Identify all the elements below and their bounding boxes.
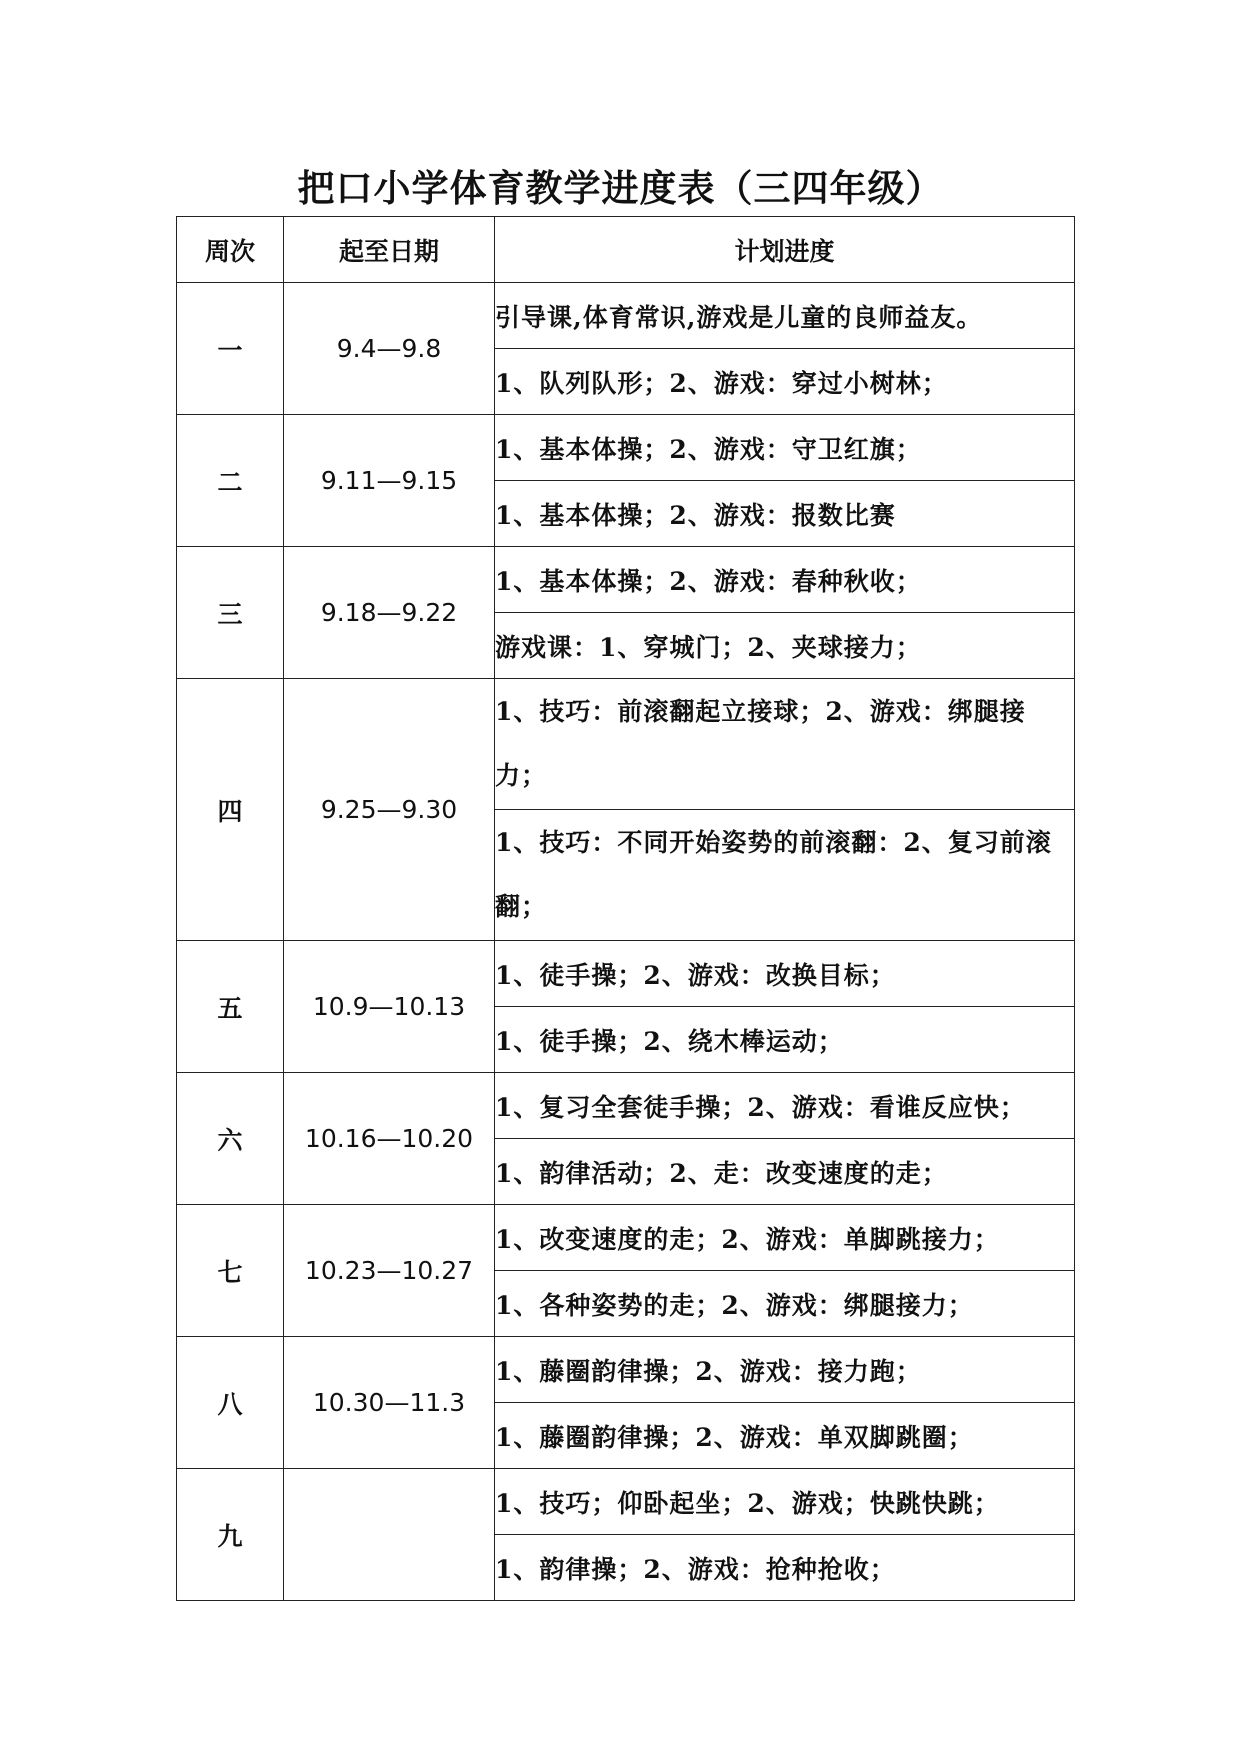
table-row [177,1337,1075,1403]
plan-item: 1、藤圈韵律操；2、游戏：单双脚跳圈； [495,1403,1075,1469]
table-row [177,1469,1075,1535]
plan-item: 引导课,体育常识,游戏是儿童的良师益友。 [495,283,1075,349]
week-number: 三 [177,547,284,679]
header-dates: 起至日期 [284,217,495,283]
week-number: 六 [177,1073,284,1205]
plan-item: 1、基本体操；2、游戏：守卫红旗； [495,415,1075,481]
plan-item: 1、技巧；仰卧起坐；2、游戏；快跳快跳； [495,1469,1075,1535]
plan-item: 1、复习全套徒手操；2、游戏：看谁反应快； [495,1073,1075,1139]
header-week: 周次 [177,217,284,283]
plan-item: 1、藤圈韵律操；2、游戏：接力跑； [495,1337,1075,1403]
plan-item: 1、基本体操；2、游戏：春种秋收； [495,547,1075,613]
week-number: 二 [177,415,284,547]
date-range: 9.4—9.8 [284,283,495,415]
header-plan: 计划进度 [495,217,1075,283]
header-row [177,217,1075,283]
plan-item: 1、韵律操；2、游戏：抢种抢收； [495,1535,1075,1601]
plan-item: 1、基本体操；2、游戏：报数比赛 [495,481,1075,547]
plan-item: 1、徒手操；2、绕木棒运动； [495,1007,1075,1073]
table-row [177,283,1075,349]
week-number: 八 [177,1337,284,1469]
plan-item: 1、技巧：不同开始姿势的前滚翻：2、复习前滚翻； [495,810,1075,941]
week-number: 四 [177,679,284,941]
plan-item: 1、徒手操；2、游戏：改换目标； [495,941,1075,1007]
table-row [177,1073,1075,1139]
plan-item: 1、韵律活动；2、走：改变速度的走； [495,1139,1075,1205]
date-range: 10.23—10.27 [284,1205,495,1337]
table-row [177,941,1075,1007]
plan-item: 1、改变速度的走；2、游戏：单脚跳接力； [495,1205,1075,1271]
plan-item: 1、队列队形；2、游戏：穿过小树林； [495,349,1075,415]
date-range: 10.16—10.20 [284,1073,495,1205]
date-range: 9.25—9.30 [284,679,495,941]
date-range: 10.30—11.3 [284,1337,495,1469]
schedule-table [176,216,1075,1601]
table-row [177,547,1075,613]
table-row [177,679,1075,810]
table-row [177,415,1075,481]
plan-item: 1、各种姿势的走；2、游戏：绑腿接力； [495,1271,1075,1337]
week-number: 九 [177,1469,284,1601]
week-number: 五 [177,941,284,1073]
week-number: 一 [177,283,284,415]
date-range: 10.9—10.13 [284,941,495,1073]
date-range: 9.18—9.22 [284,547,495,679]
date-range: 9.11—9.15 [284,415,495,547]
date-range [284,1469,495,1601]
plan-item: 1、技巧：前滚翻起立接球；2、游戏：绑腿接力； [495,679,1075,810]
plan-item: 游戏课：1、穿城门；2、夹球接力； [495,613,1075,679]
week-number: 七 [177,1205,284,1337]
table-row [177,1205,1075,1271]
page-title: 把口小学体育教学进度表（三四年级） [297,166,944,210]
